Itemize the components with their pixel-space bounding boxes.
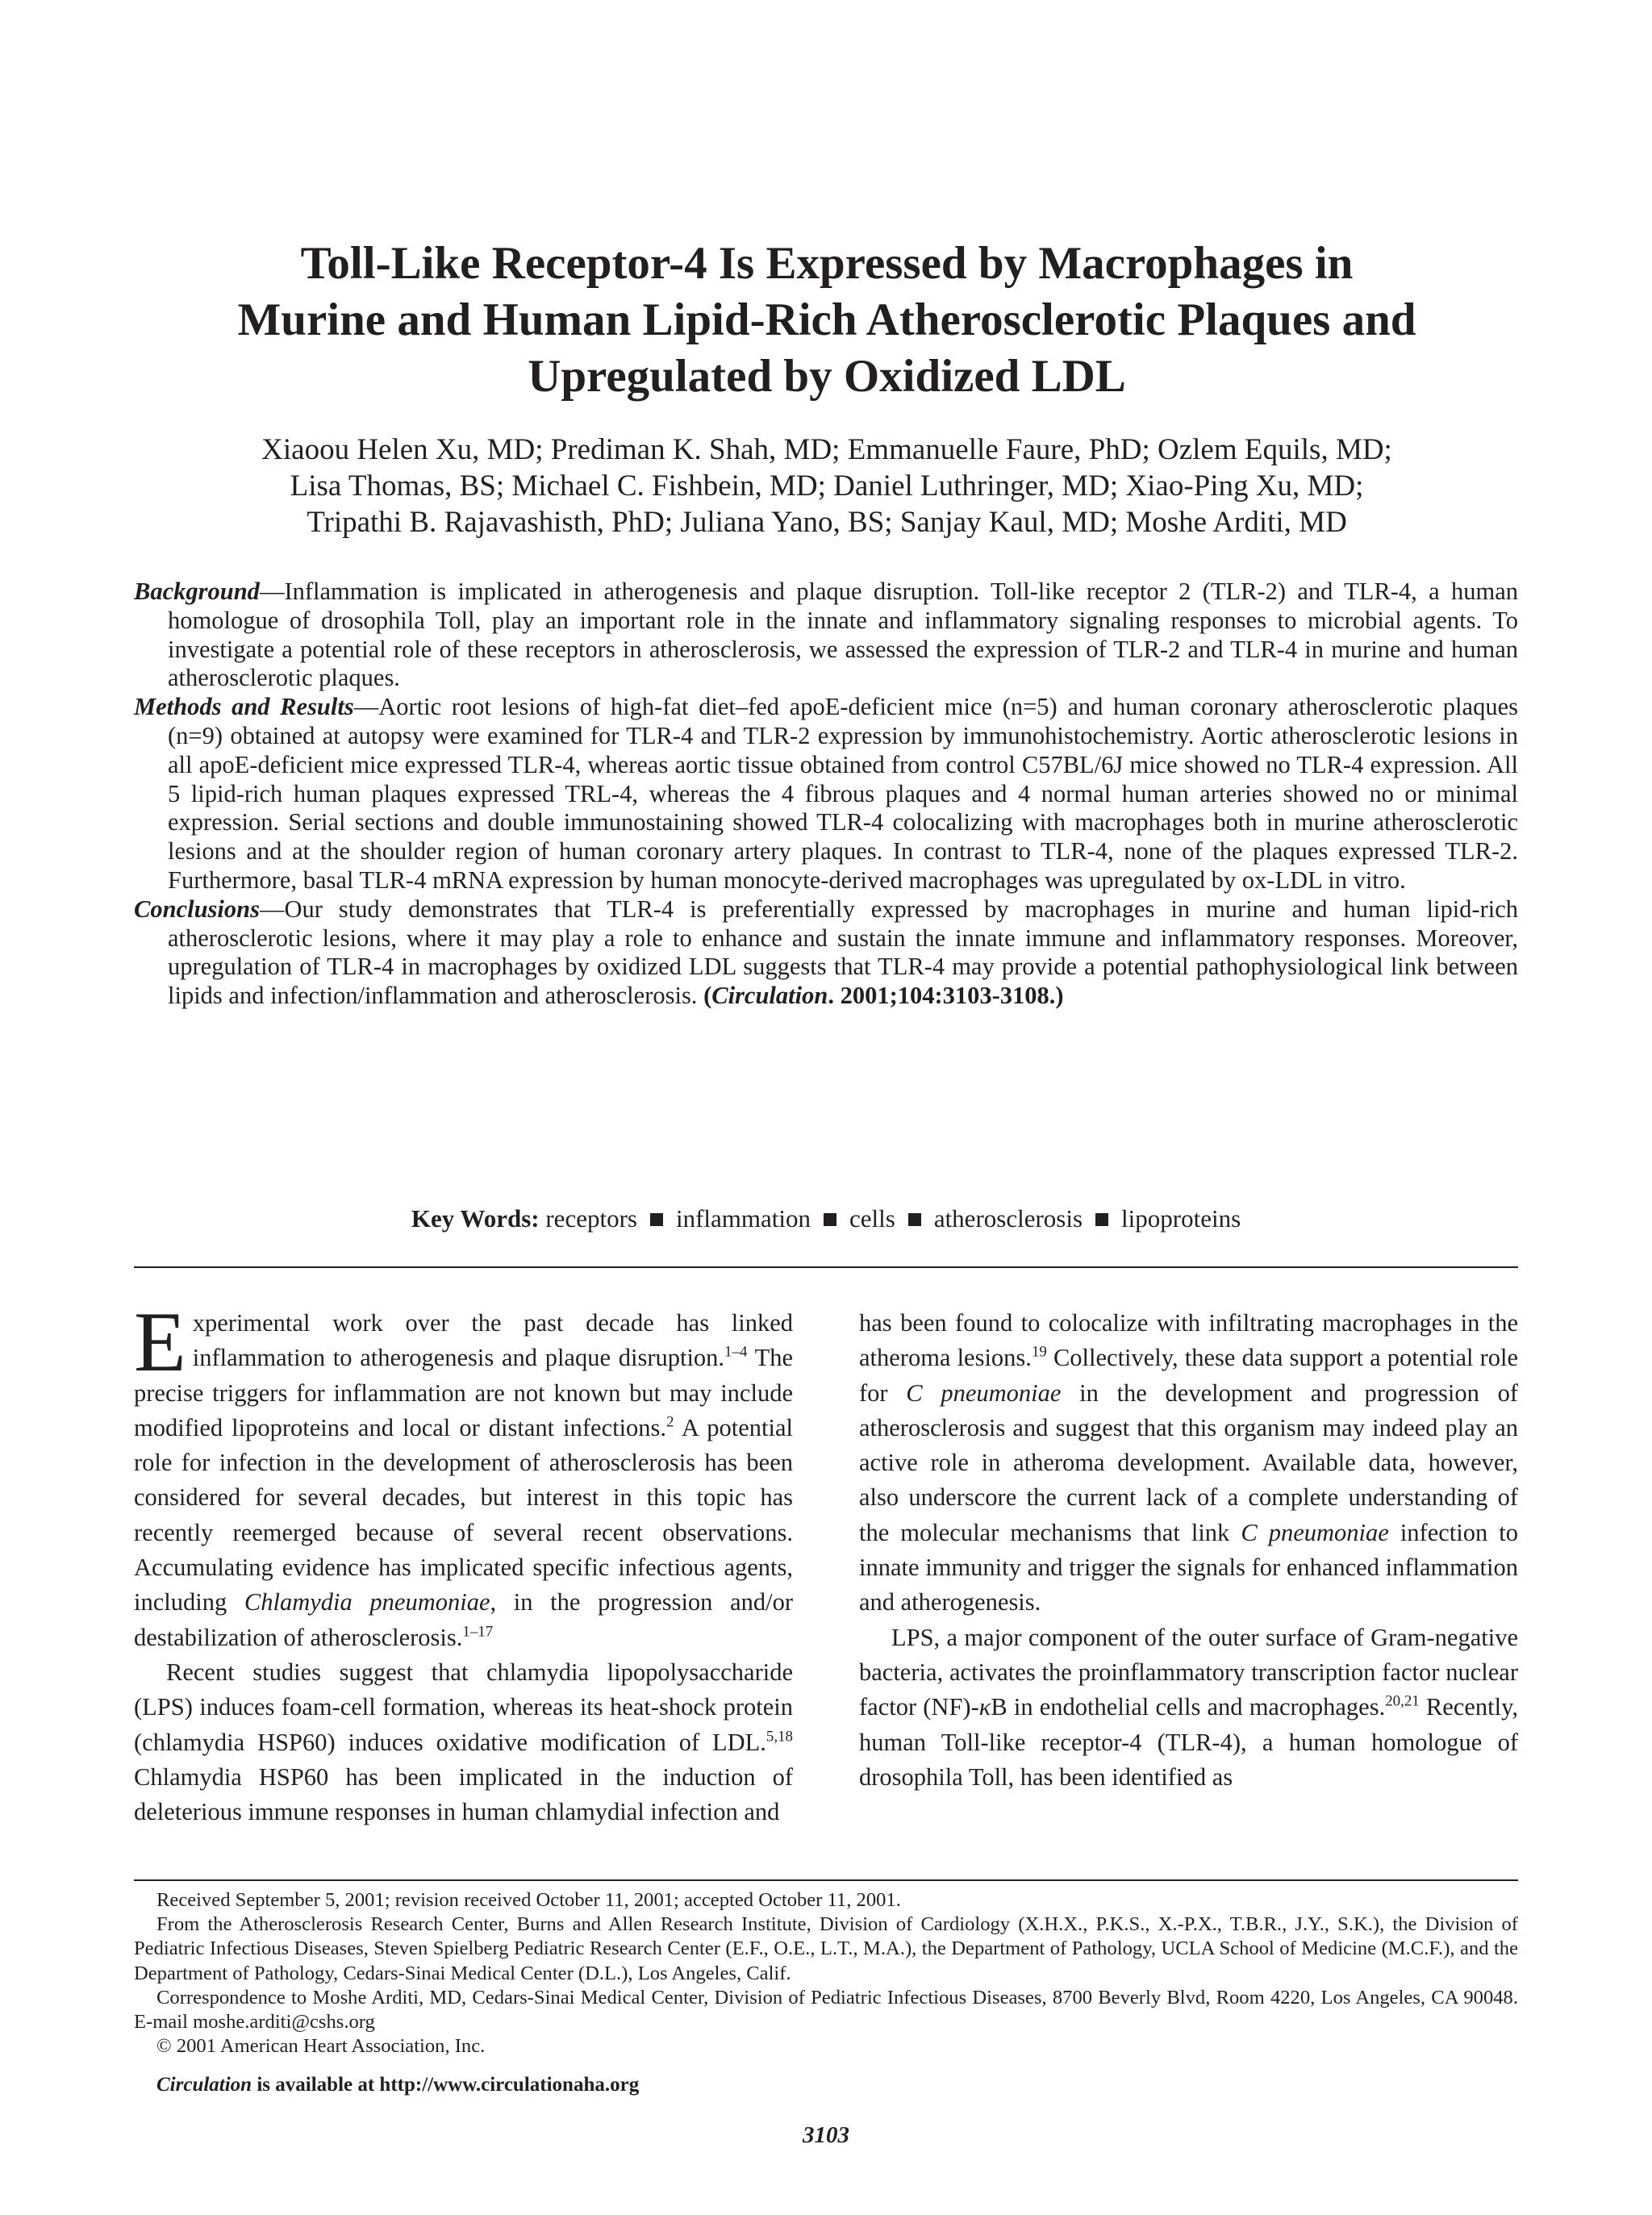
article-title bbox=[121, 236, 1533, 405]
keyword: atherosclerosis bbox=[933, 1204, 1083, 1233]
reference-citation: 1–17 bbox=[462, 1623, 494, 1641]
abstract-label: Methods and Results bbox=[134, 693, 354, 721]
reference-citation: 20,21 bbox=[1385, 1692, 1420, 1710]
abstract-background bbox=[134, 578, 1518, 693]
abstract-label: Conclusions bbox=[134, 895, 260, 923]
footnotes bbox=[134, 1888, 1518, 2059]
keywords-label: Key Words: bbox=[411, 1204, 540, 1233]
journal-name: Circulation bbox=[156, 2074, 252, 2096]
drop-cap: E bbox=[134, 1295, 186, 1389]
citation-journal: Circulation bbox=[711, 982, 828, 1010]
square-bullet-icon bbox=[1095, 1213, 1108, 1226]
keyword: inflammation bbox=[675, 1204, 811, 1233]
keywords bbox=[134, 1203, 1518, 1235]
abstract-conclusions bbox=[134, 895, 1518, 1011]
title-line: Toll-Like Receptor-4 Is Expressed by Macrophages in bbox=[300, 238, 1354, 289]
abstract-text: —Aortic root lesions of high-fat diet–fed apoE-deficient mice (n=5) and human coronary atherosclerotic plaques (n=9) obtained at autopsy were examined for TLR-4 and TLR-2 expression by immunohistochemistry. Aortic atherosclerotic lesions in all apoE-deficient mice expressed TLR-4, whereas aortic tissue obtained from control C57BL/6J mice showed no TLR-4 expression. All 5 lipid-rich human plaques expressed TRL-4, whereas the 4 fibrous plaques and 4 normal human arteries showed no or minimal expression. Serial sections and double immunostaining showed TLR-4 colocalizing with macrophages both in murine atherosclerotic lesions and at the shoulder region of human coronary artery plaques. In contrast to TLR-4, none of the plaques expressed TLR-2. Furthermore, basal TLR-4 mRNA expression by human monocyte-derived macrophages was upregulated by ox-LDL in vitro. bbox=[168, 693, 1518, 894]
keyword: cells bbox=[849, 1204, 895, 1233]
citation-open: ( bbox=[703, 982, 712, 1010]
square-bullet-icon bbox=[824, 1213, 836, 1226]
body-paragraph: Experimental work over the past decade has linked inflammation to atherogenesis and plaque disruption.$^{1-4}$ The precise triggers for inflammation are not known but may include modified lipoproteins and local or distant infections.$^2$ A potential role for infection in the development of atherosclerosis has been considered for several decades, but interest in this topic has recently reemerged because of several recent observations. Accumulating evidence has implicated specific infectious agents, including Chlamydia pneumoniae, in the progression and/or destabilization of atherosclerosis.$^{1-17}$ bbox=[134, 1295, 794, 1651]
author-list bbox=[121, 432, 1533, 540]
body-column-left bbox=[134, 1295, 794, 1829]
body-paragraph: Recent studies suggest that chlamydia lipopolysaccharide (LPS) induces foam-cell formation, whereas its heat-shock protein (chlamydia HSP60) induces oxidative modification of LDL.$^{5,18}$ Chlamydia HSP60 has been implicated in the induction of deleterious immune responses in human chlamydial infection and bbox=[134, 1658, 793, 1826]
abstract-text: —Our study demonstrates that TLR-4 is preferentially expressed by macrophages in murine and human lipid-rich atherosclerotic lesions, where it may play a role to enhance and sustain the innate immune and inflammatory responses. Moreover, upregulation of TLR-4 in macrophages by oxidized LDL suggests that TLR-4 may provide a potential pathophysiological link between lipids and infection/inflammation and atherosclerosis. bbox=[168, 895, 1518, 1010]
author-line: Xiaoou Helen Xu, MD; Prediman K. Shah, MD; Emmanuelle Faure, PhD; Ozlem Equils, MD; bbox=[261, 433, 1392, 466]
citation-details: . 2001;104:3103-3108.) bbox=[828, 982, 1064, 1010]
page-number: 3103 bbox=[803, 2122, 849, 2148]
reference-citation: 2 bbox=[666, 1413, 674, 1431]
footnote-copyright: © 2001 American Heart Association, Inc. bbox=[156, 2035, 486, 2058]
title-line: Murine and Human Lipid-Rich Atherosclerotic Plaques and bbox=[237, 294, 1416, 345]
footnote-affiliation: From the Atherosclerosis Research Center, Burns and Allen Research Institute, Division of Cardiology (X.H.X., P.K.S., X.-P.X., T.B.R., J.Y., S.K.), the Division of Pediatric Infectious Diseases, Steven Spielberg Pediatric Research Center (E.F., O.E., L.T., M.A.), the Department of Pathology, UCLA School of Medicine (M.C.F.), and the Department of Pathology, Cedars-Sinai Medical Center (D.L.), Los Angeles, Calif. bbox=[134, 1913, 1518, 1984]
reference-citation: 5,18 bbox=[766, 1728, 793, 1746]
journal-availability bbox=[156, 2074, 639, 2096]
abstract-methods bbox=[134, 693, 1518, 895]
square-bullet-icon bbox=[908, 1213, 921, 1226]
keyword: lipoproteins bbox=[1121, 1204, 1241, 1233]
abstract bbox=[134, 578, 1518, 1011]
abstract-label: Background bbox=[134, 578, 260, 605]
body-paragraph-continued: has been found to colocalize with infiltrating macrophages in the atheroma lesions.$^{19}$ Collectively, these data support a potential role for C pneumoniae in the development and progression of atherosclerosis and suggest that this organism may indeed play an active role in atheroma development. Available data, however, also underscore the current lack of a complete understanding of the molecular mechanisms that link C pneumoniae infection to innate immunity and trigger the signals for enhanced inflammation and atherogenesis. bbox=[859, 1309, 1518, 1616]
body-column-right bbox=[859, 1306, 1518, 1795]
divider bbox=[134, 1266, 1518, 1268]
author-line: Tripathi B. Rajavashisth, PhD; Juliana Yano, BS; Sanjay Kaul, MD; Moshe Arditi, MD bbox=[307, 506, 1347, 539]
reference-citation: 1–4 bbox=[724, 1343, 748, 1361]
footnote-correspondence: Correspondence to Moshe Arditi, MD, Cedars-Sinai Medical Center, Division of Pediatric Infectious Diseases, 8700 Beverly Blvd, Room 4220, Los Angeles, CA 90048. E-mail moshe.arditi@cshs.org bbox=[134, 1986, 1518, 2034]
keyword: receptors bbox=[545, 1204, 637, 1233]
square-bullet-icon bbox=[650, 1213, 663, 1226]
footnote-received: Received September 5, 2001; revision received October 11, 2001; accepted October 11, 2001. bbox=[156, 1889, 901, 1911]
footnote-divider bbox=[134, 1879, 1518, 1881]
journal-url-text: is available at http://www.circulationaha.org bbox=[252, 2074, 640, 2096]
reference-citation: 19 bbox=[1031, 1343, 1047, 1361]
title-line: Upregulated by Oxidized LDL bbox=[528, 351, 1126, 402]
abstract-text: —Inflammation is implicated in atherogenesis and plaque disruption. Toll-like receptor 2 (TLR-2) and TLR-4, a human homologue of drosophila Toll, play an important role in the innate and inflammatory signaling responses to microbial agents. To investigate a potential role of these receptors in atherosclerosis, we assessed the expression of TLR-2 and TLR-4 in murine and human atherosclerotic plaques. bbox=[168, 578, 1518, 692]
author-line: Lisa Thomas, BS; Michael C. Fishbein, MD; Daniel Luthringer, MD; Xiao-Ping Xu, MD; bbox=[290, 469, 1364, 503]
body-paragraph: LPS, a major component of the outer surface of Gram-negative bacteria, activates the proinflammatory transcription factor nuclear factor (NF)-κB in endothelial cells and macrophages.$^{20,21}$ Recently, human Toll-like receptor-4 (TLR-4), a human homologue of drosophila Toll, has been identified as bbox=[859, 1623, 1518, 1791]
